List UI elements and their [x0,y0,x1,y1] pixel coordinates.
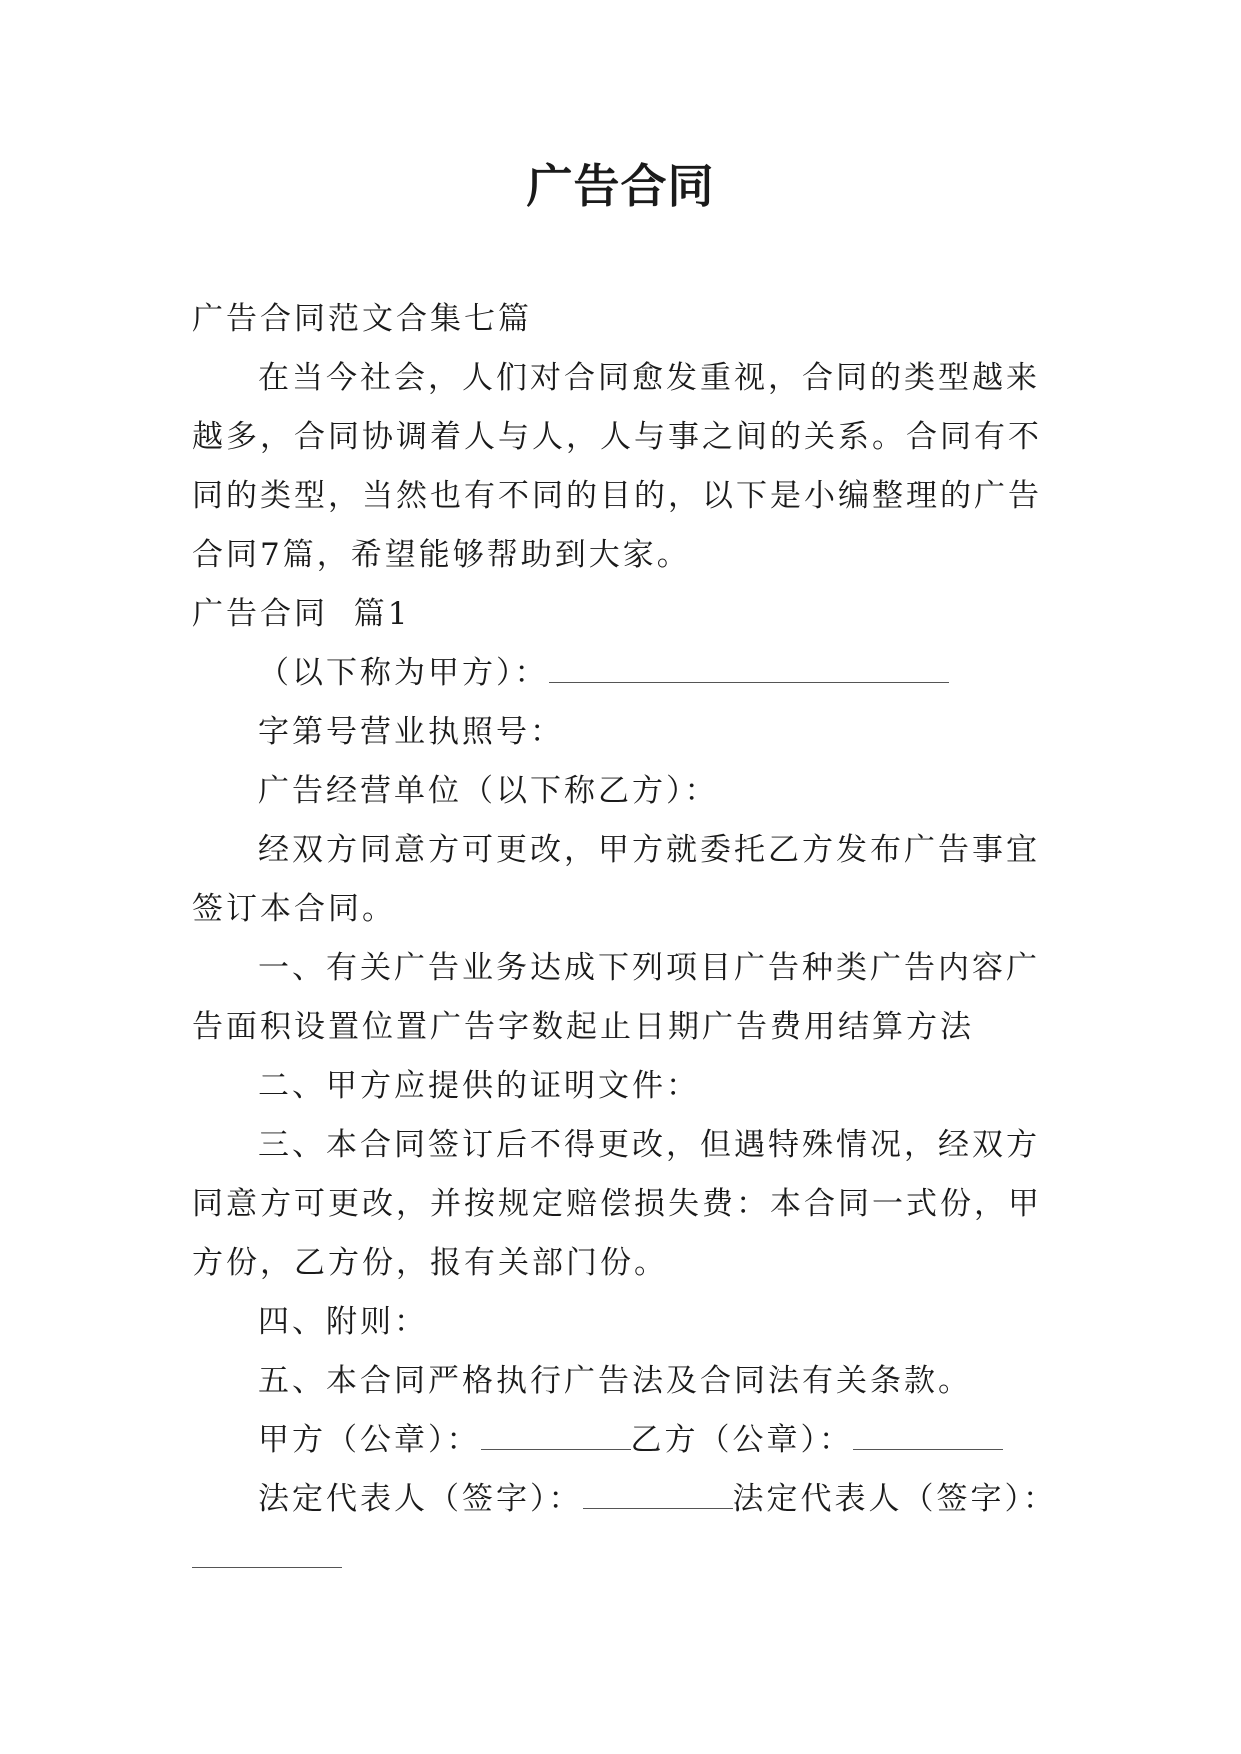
document-title: 广告合同 [526,159,715,213]
seal-b-blank [853,1413,1003,1450]
seal-a-label: 甲方（公章）： [258,1422,481,1458]
party-a-line [192,644,1062,703]
clause-1: 一、有关广告业务达成下列项目广告种类广告内容广告面积设置位置广告字数起止日期广告费用结算方法 [192,950,1040,1045]
intro-paragraph: 在当今社会，人们对合同愈发重视，合同的类型越来越多，合同协调着人与人，人与事之间的关系。合同有不同的类型，当然也有不同的目的，以下是小编整理的广告合同7篇，希望能够帮助到大家。 [192,360,1042,573]
seal-a-blank [481,1413,631,1450]
rep-line [192,1470,1062,1529]
rep-a-label: 法定代表人（签字）： [258,1481,583,1517]
seal-line [192,1411,1062,1470]
party-a-label: （以下称为甲方）： [258,655,549,691]
rep-a-blank [583,1472,733,1509]
party-b-line: 广告经营单位（以下称乙方）： [258,773,719,809]
clause-2: 二、甲方应提供的证明文件： [258,1068,700,1104]
section-heading: 广告合同 篇1 [192,596,411,632]
document-body [192,290,1062,1588]
clause-4: 四、附则： [258,1304,428,1340]
seal-b-label: 乙方（公章）： [630,1422,853,1458]
clause-3: 三、本合同签订后不得更改，但遇特殊情况，经双方同意方可更改，并按规定赔偿损失费：本合同一式份，甲方份，乙方份，报有关部门份。 [192,1127,1042,1281]
rep-b-blank-line [192,1529,1062,1588]
agreement-paragraph: 经双方同意方可更改，甲方就委托乙方发布广告事宜签订本合同。 [192,832,1040,927]
rep-b-blank [192,1531,342,1568]
license-line: 字第号营业执照号： [258,714,564,750]
clause-5: 五、本合同严格执行广告法及合同法有关条款。 [258,1363,972,1399]
party-a-blank [549,646,949,683]
subtitle: 广告合同范文合集七篇 [192,301,532,337]
rep-b-label: 法定代表人（签字）： [732,1481,1057,1517]
